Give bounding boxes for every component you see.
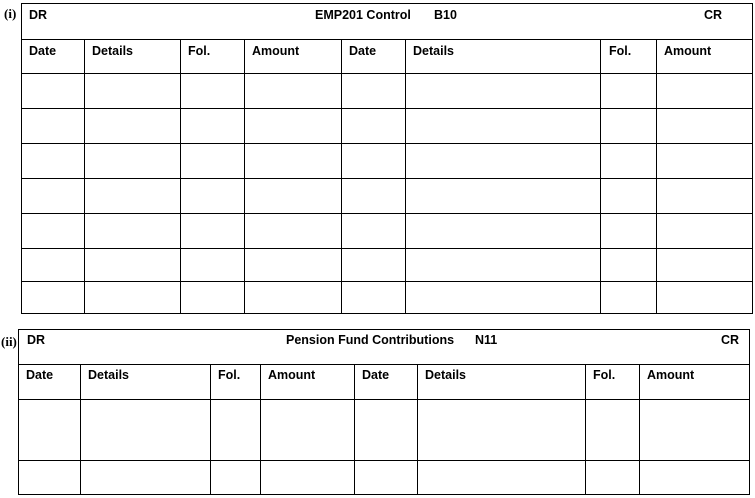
column-divider [341, 40, 342, 313]
account-title: Pension Fund Contributions [286, 333, 455, 347]
column-header-row [22, 40, 752, 74]
column-divider [639, 365, 640, 494]
column-header-amount: Amount [268, 368, 316, 382]
account-folio: N11 [475, 333, 498, 347]
account-folio: B10 [434, 8, 457, 22]
column-header-amount: Amount [664, 44, 712, 58]
ledger-title-row [22, 4, 752, 40]
table-row[interactable] [22, 249, 752, 282]
table-row[interactable] [22, 109, 752, 144]
column-divider [80, 365, 81, 494]
column-divider [84, 40, 85, 313]
column-header-folio: Fol. [609, 44, 632, 58]
column-header-date: Date [26, 368, 54, 382]
debit-label: DR [27, 333, 46, 347]
column-divider [417, 365, 418, 494]
column-header-amount: Amount [647, 368, 695, 382]
table-row[interactable] [22, 214, 752, 249]
column-divider [260, 365, 261, 494]
column-divider [656, 40, 657, 313]
ledger-table-emp201 [21, 3, 753, 314]
column-header-folio: Fol. [218, 368, 241, 382]
column-divider [244, 40, 245, 313]
table-row[interactable] [22, 179, 752, 214]
table-row[interactable] [22, 282, 752, 313]
table-row[interactable] [22, 144, 752, 179]
credit-label: CR [721, 333, 740, 347]
ledger-title-row [19, 330, 749, 365]
ledger-label: (ii) [1, 334, 17, 349]
debit-label: DR [29, 8, 48, 22]
column-divider [600, 40, 601, 313]
column-header-date: Date [349, 44, 377, 58]
account-title: EMP201 Control [315, 8, 411, 22]
column-divider [405, 40, 406, 313]
column-header-folio: Fol. [593, 368, 616, 382]
credit-label: CR [704, 8, 723, 22]
column-divider [210, 365, 211, 494]
column-header-details: Details [425, 368, 466, 382]
table-row[interactable] [22, 74, 752, 109]
column-divider [585, 365, 586, 494]
column-header-date: Date [29, 44, 57, 58]
column-header-details: Details [413, 44, 454, 58]
column-divider [354, 365, 355, 494]
column-header-folio: Fol. [188, 44, 211, 58]
column-header-details: Details [92, 44, 133, 58]
column-header-amount: Amount [252, 44, 300, 58]
ledger-table-pension-fund [18, 329, 750, 495]
column-divider [180, 40, 181, 313]
ledger-label: (i) [4, 6, 17, 21]
column-header-details: Details [88, 368, 129, 382]
column-header-date: Date [362, 368, 390, 382]
